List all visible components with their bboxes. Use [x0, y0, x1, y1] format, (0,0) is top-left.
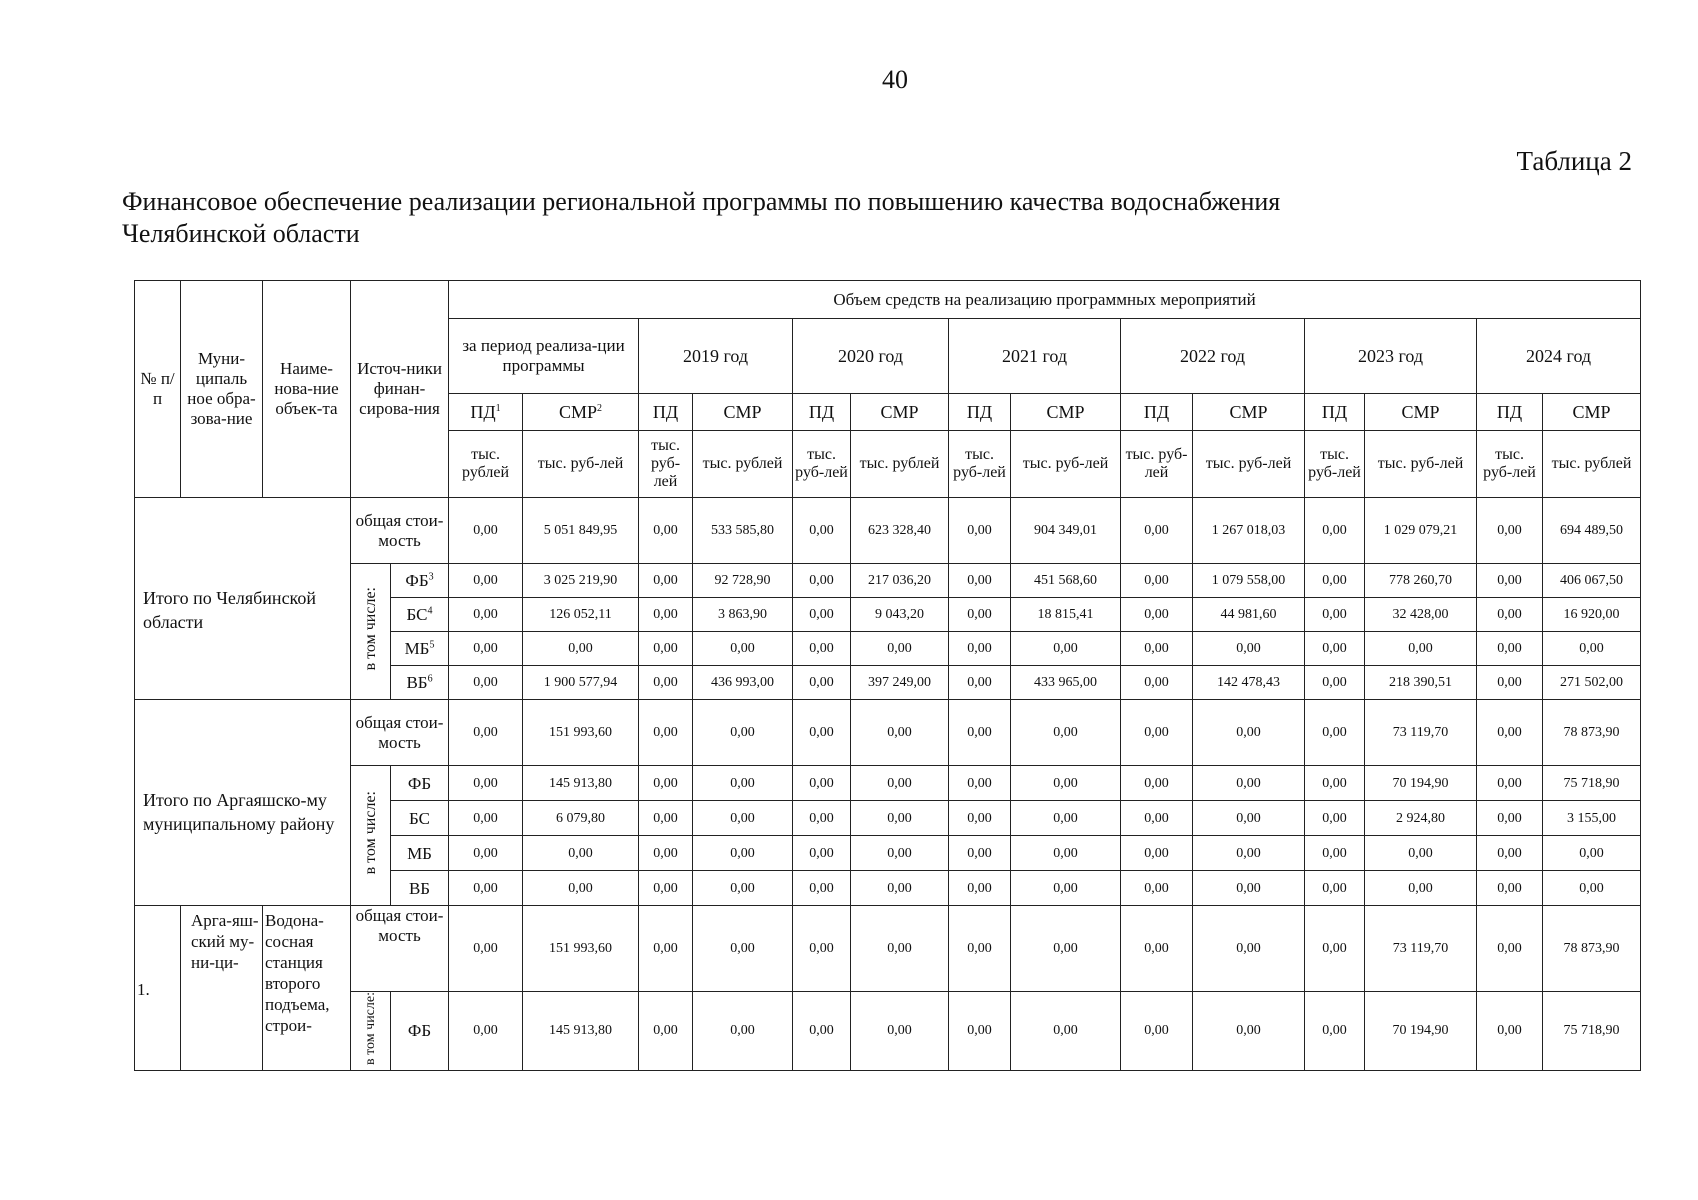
in-that-label: [351, 564, 391, 700]
value-cell: 1 267 018,03: [1193, 498, 1305, 564]
header-period: за период реализа-ции программы: [449, 319, 639, 394]
value-cell: 0,00: [523, 836, 639, 871]
header-num: № п/п: [135, 281, 181, 498]
value-cell: 1 079 558,00: [1193, 564, 1305, 598]
value-cell: 78 873,90: [1543, 700, 1641, 766]
header-year-2022: 2022 год: [1121, 319, 1305, 394]
header-smr-text: СМР: [1229, 401, 1268, 422]
value-cell: 0,00: [949, 598, 1011, 632]
header-smr: [523, 394, 639, 431]
header-unit: тыс. руб-лей: [1193, 431, 1305, 498]
value-cell: 0,00: [793, 632, 851, 666]
value-cell: 0,00: [1305, 836, 1365, 871]
source-fb-note: 3: [428, 571, 434, 583]
value-cell: 0,00: [1477, 700, 1543, 766]
header-source: Источ-ники финан-сирова-ния: [351, 281, 449, 498]
value-cell: 0,00: [693, 801, 793, 836]
value-cell: 75 718,90: [1543, 992, 1641, 1071]
source-fb: [391, 766, 449, 801]
value-cell: 0,00: [1305, 871, 1365, 906]
value-cell: 0,00: [1011, 992, 1121, 1071]
source-vb-note: 6: [427, 673, 433, 685]
value-cell: 0,00: [449, 766, 523, 801]
value-cell: 0,00: [851, 992, 949, 1071]
value-cell: 0,00: [1121, 766, 1193, 801]
value-cell: 0,00: [639, 906, 693, 992]
value-cell: 0,00: [1305, 766, 1365, 801]
value-cell: 0,00: [949, 666, 1011, 700]
value-cell: 0,00: [1121, 836, 1193, 871]
value-cell: 0,00: [949, 801, 1011, 836]
value-cell: 0,00: [1193, 700, 1305, 766]
value-cell: 0,00: [1121, 598, 1193, 632]
header-smr-note: 2: [597, 402, 603, 414]
value-cell: 145 913,80: [523, 992, 639, 1071]
value-cell: 3 025 219,90: [523, 564, 639, 598]
header-smr: [1011, 394, 1121, 431]
value-cell: 0,00: [1543, 836, 1641, 871]
in-that-text: в том числе:: [362, 587, 379, 671]
source-vb-text: ВБ: [408, 878, 431, 898]
value-cell: 0,00: [449, 700, 523, 766]
value-cell: 0,00: [693, 871, 793, 906]
header-unit: тыс. руб-лей: [1305, 431, 1365, 498]
item-number: 1.: [135, 906, 181, 1071]
value-cell: 0,00: [639, 498, 693, 564]
value-cell: 0,00: [851, 632, 949, 666]
value-cell: 0,00: [949, 632, 1011, 666]
header-smr-text: СМР: [1401, 401, 1440, 422]
value-cell: 0,00: [1121, 564, 1193, 598]
header-smr: [1365, 394, 1477, 431]
header-year-2020: 2020 год: [793, 319, 949, 394]
header-unit: тыс. руб-лей: [793, 431, 851, 498]
item-municipality: Арга-яш-ский му-ни-ци-: [181, 906, 263, 1071]
value-cell: 75 718,90: [1543, 766, 1641, 801]
source-mb-note: 5: [429, 639, 435, 651]
in-that-text: в том числе:: [363, 992, 378, 1065]
group-name: Итого по Челябинской области: [135, 498, 351, 700]
value-cell: 0,00: [1543, 871, 1641, 906]
value-cell: 271 502,00: [1543, 666, 1641, 700]
value-cell: 0,00: [793, 906, 851, 992]
value-cell: 0,00: [1121, 666, 1193, 700]
value-cell: 0,00: [1011, 906, 1121, 992]
header-unit: тыс. руб-лей: [639, 431, 693, 498]
header-pd-text: ПД: [470, 401, 496, 422]
value-cell: 145 913,80: [523, 766, 639, 801]
value-cell: 0,00: [949, 871, 1011, 906]
header-pd-text: ПД: [808, 401, 835, 422]
value-cell: 73 119,70: [1365, 700, 1477, 766]
header-pd-text: ПД: [966, 401, 993, 422]
value-cell: 0,00: [949, 766, 1011, 801]
source-fb-text: ФБ: [405, 571, 429, 590]
header-pd: [1477, 394, 1543, 431]
value-cell: 0,00: [449, 871, 523, 906]
value-cell: 0,00: [693, 906, 793, 992]
value-cell: 0,00: [793, 498, 851, 564]
header-pd: [1121, 394, 1193, 431]
value-cell: 0,00: [1193, 836, 1305, 871]
header-smr-text: СМР: [1572, 401, 1611, 422]
value-cell: 0,00: [949, 992, 1011, 1071]
value-cell: 0,00: [1477, 871, 1543, 906]
value-cell: 0,00: [1011, 871, 1121, 906]
value-cell: 142 478,43: [1193, 666, 1305, 700]
value-cell: 406 067,50: [1543, 564, 1641, 598]
header-year-2021: 2021 год: [949, 319, 1121, 394]
value-cell: 0,00: [1193, 766, 1305, 801]
header-municipality: Муни-ципаль ное обра-зова-ние: [181, 281, 263, 498]
value-cell: 0,00: [1477, 564, 1543, 598]
value-cell: 0,00: [793, 700, 851, 766]
value-cell: 0,00: [639, 992, 693, 1071]
value-cell: 0,00: [449, 992, 523, 1071]
value-cell: 0,00: [639, 666, 693, 700]
header-smr: [1193, 394, 1305, 431]
value-cell: 0,00: [1305, 906, 1365, 992]
value-cell: 18 815,41: [1011, 598, 1121, 632]
value-cell: 0,00: [639, 598, 693, 632]
table-row: [135, 906, 1641, 992]
value-cell: 0,00: [1121, 906, 1193, 992]
value-cell: 0,00: [851, 871, 949, 906]
value-cell: 0,00: [851, 906, 949, 992]
header-pd: [1305, 394, 1365, 431]
value-cell: 0,00: [1121, 801, 1193, 836]
value-cell: 0,00: [639, 766, 693, 801]
value-cell: 151 993,60: [523, 906, 639, 992]
value-cell: 0,00: [693, 766, 793, 801]
source-mb-text: МБ: [404, 639, 430, 658]
table-row: [135, 498, 1641, 564]
value-cell: 0,00: [1477, 906, 1543, 992]
source-fb-text: ФБ: [407, 773, 432, 793]
value-cell: 92 728,90: [693, 564, 793, 598]
value-cell: 2 924,80: [1365, 801, 1477, 836]
value-cell: 151 993,60: [523, 700, 639, 766]
source-fb: ФБ: [391, 992, 449, 1071]
value-cell: 1 029 079,21: [1365, 498, 1477, 564]
header-object: Наиме-нова-ние объек-та: [263, 281, 351, 498]
source-bs-note: 4: [427, 605, 433, 617]
value-cell: 0,00: [1121, 632, 1193, 666]
value-cell: 0,00: [1305, 498, 1365, 564]
value-cell: 0,00: [1121, 871, 1193, 906]
value-cell: 0,00: [1477, 666, 1543, 700]
value-cell: 32 428,00: [1365, 598, 1477, 632]
value-cell: 0,00: [1193, 801, 1305, 836]
header-smr-text: СМР: [559, 401, 598, 422]
header-pd: [639, 394, 693, 431]
value-cell: 533 585,80: [693, 498, 793, 564]
source-vb-text: ВБ: [406, 673, 428, 692]
source-mb-text: МБ: [407, 843, 432, 863]
source-bs: [391, 598, 449, 632]
value-cell: 0,00: [1365, 871, 1477, 906]
value-cell: 70 194,90: [1365, 992, 1477, 1071]
value-cell: 0,00: [1193, 632, 1305, 666]
header-unit: тыс. рублей: [1543, 431, 1641, 498]
source-mb: [391, 836, 449, 871]
value-cell: 0,00: [693, 632, 793, 666]
header-smr: [1543, 394, 1641, 431]
value-cell: 218 390,51: [1365, 666, 1477, 700]
header-pd-note: 1: [495, 402, 501, 414]
value-cell: 0,00: [1121, 498, 1193, 564]
page-number: 40: [882, 65, 908, 94]
value-cell: 217 036,20: [851, 564, 949, 598]
value-cell: 0,00: [1305, 564, 1365, 598]
value-cell: 0,00: [949, 498, 1011, 564]
total-cost-label: общая стои-мость: [351, 700, 449, 766]
in-that-label: [351, 992, 391, 1071]
value-cell: 397 249,00: [851, 666, 949, 700]
value-cell: 0,00: [1305, 666, 1365, 700]
header-unit: тыс. рублей: [449, 431, 523, 498]
header-smr-text: СМР: [880, 401, 919, 422]
value-cell: 0,00: [1477, 836, 1543, 871]
value-cell: 0,00: [1193, 992, 1305, 1071]
value-cell: 623 328,40: [851, 498, 949, 564]
value-cell: 1 900 577,94: [523, 666, 639, 700]
value-cell: 0,00: [523, 871, 639, 906]
value-cell: 0,00: [851, 700, 949, 766]
table-row: [135, 700, 1641, 766]
value-cell: 0,00: [851, 766, 949, 801]
value-cell: 0,00: [1477, 498, 1543, 564]
source-vb: [391, 871, 449, 906]
value-cell: 0,00: [639, 836, 693, 871]
in-that-label: [351, 766, 391, 906]
value-cell: 0,00: [949, 906, 1011, 992]
value-cell: 0,00: [449, 564, 523, 598]
value-cell: 0,00: [693, 992, 793, 1071]
financing-table: [134, 280, 1641, 1071]
value-cell: 0,00: [851, 801, 949, 836]
value-cell: 0,00: [449, 632, 523, 666]
value-cell: 0,00: [1121, 992, 1193, 1071]
header-unit: тыс. рублей: [851, 431, 949, 498]
header-unit: тыс. руб-лей: [523, 431, 639, 498]
value-cell: 0,00: [1011, 632, 1121, 666]
header-row-1: [135, 281, 1641, 319]
header-year-2024: 2024 год: [1477, 319, 1641, 394]
value-cell: 0,00: [1305, 700, 1365, 766]
value-cell: 3 155,00: [1543, 801, 1641, 836]
value-cell: 0,00: [1011, 801, 1121, 836]
header-pd-text: ПД: [1321, 401, 1348, 422]
value-cell: 0,00: [523, 632, 639, 666]
value-cell: 0,00: [793, 666, 851, 700]
value-cell: 0,00: [1193, 871, 1305, 906]
header-year-2023: 2023 год: [1305, 319, 1477, 394]
header-pd: [949, 394, 1011, 431]
value-cell: 0,00: [449, 836, 523, 871]
header-smr: [693, 394, 793, 431]
table-label: Таблица 2: [1516, 146, 1632, 176]
source-bs-text: БС: [409, 808, 430, 828]
value-cell: 0,00: [1477, 992, 1543, 1071]
table-row: [135, 564, 1641, 598]
value-cell: 0,00: [1305, 992, 1365, 1071]
value-cell: 9 043,20: [851, 598, 949, 632]
total-cost-label: общая стои-мость: [351, 498, 449, 564]
value-cell: 0,00: [1011, 700, 1121, 766]
value-cell: 0,00: [1477, 632, 1543, 666]
in-that-text: в том числе:: [362, 791, 379, 875]
value-cell: 0,00: [793, 992, 851, 1071]
header-unit: тыс. рублей: [693, 431, 793, 498]
value-cell: 0,00: [1305, 632, 1365, 666]
source-vb: [391, 666, 449, 700]
value-cell: 0,00: [449, 498, 523, 564]
value-cell: 0,00: [851, 836, 949, 871]
header-unit: тыс. руб-лей: [1477, 431, 1543, 498]
source-bs-text: БС: [406, 605, 428, 624]
value-cell: 16 920,00: [1543, 598, 1641, 632]
value-cell: 0,00: [949, 836, 1011, 871]
table-row: [135, 766, 1641, 801]
header-pd: [793, 394, 851, 431]
value-cell: 451 568,60: [1011, 564, 1121, 598]
header-unit: тыс. руб-лей: [1365, 431, 1477, 498]
header-year-2019: 2019 год: [639, 319, 793, 394]
value-cell: 0,00: [639, 871, 693, 906]
item-object: Водона-сосная станция второго подъема, строи-: [263, 906, 351, 1071]
value-cell: 436 993,00: [693, 666, 793, 700]
value-cell: 0,00: [1365, 632, 1477, 666]
source-mb: [391, 632, 449, 666]
value-cell: 0,00: [1477, 766, 1543, 801]
header-unit: тыс. руб-лей: [1121, 431, 1193, 498]
value-cell: 0,00: [449, 598, 523, 632]
header-unit: тыс. руб-лей: [1011, 431, 1121, 498]
value-cell: 78 873,90: [1543, 906, 1641, 992]
value-cell: 0,00: [949, 564, 1011, 598]
table-row: [135, 992, 1641, 1071]
value-cell: 0,00: [1305, 598, 1365, 632]
header-pd: [449, 394, 523, 431]
value-cell: 0,00: [639, 801, 693, 836]
header-smr-text: СМР: [723, 401, 762, 422]
value-cell: 0,00: [793, 598, 851, 632]
value-cell: 44 981,60: [1193, 598, 1305, 632]
value-cell: 0,00: [1305, 801, 1365, 836]
value-cell: 0,00: [793, 871, 851, 906]
value-cell: 0,00: [1477, 801, 1543, 836]
value-cell: 0,00: [639, 564, 693, 598]
document-title: Финансовое обеспечение реализации региональной программы по повышению качества водоснабжения Челябинской области: [122, 187, 1281, 248]
value-cell: 0,00: [1365, 836, 1477, 871]
value-cell: 0,00: [793, 564, 851, 598]
header-pd-text: ПД: [1143, 401, 1170, 422]
value-cell: 0,00: [793, 766, 851, 801]
value-cell: 0,00: [793, 836, 851, 871]
value-cell: 0,00: [693, 836, 793, 871]
value-cell: 0,00: [639, 632, 693, 666]
value-cell: 70 194,90: [1365, 766, 1477, 801]
value-cell: 0,00: [639, 700, 693, 766]
value-cell: 0,00: [1477, 598, 1543, 632]
value-cell: 778 260,70: [1365, 564, 1477, 598]
header-smr-text: СМР: [1046, 401, 1085, 422]
source-bs: [391, 801, 449, 836]
value-cell: 126 052,11: [523, 598, 639, 632]
total-cost-label: общая стои-мость: [351, 906, 449, 992]
value-cell: 0,00: [793, 801, 851, 836]
value-cell: 0,00: [949, 700, 1011, 766]
value-cell: 694 489,50: [1543, 498, 1641, 564]
value-cell: 0,00: [449, 906, 523, 992]
value-cell: 0,00: [1193, 906, 1305, 992]
value-cell: 0,00: [1011, 836, 1121, 871]
header-pd-text: ПД: [652, 401, 679, 422]
header-smr: [851, 394, 949, 431]
value-cell: 5 051 849,95: [523, 498, 639, 564]
value-cell: 0,00: [1121, 700, 1193, 766]
value-cell: 904 349,01: [1011, 498, 1121, 564]
value-cell: 0,00: [1011, 766, 1121, 801]
value-cell: 6 079,80: [523, 801, 639, 836]
value-cell: 0,00: [449, 801, 523, 836]
header-unit: тыс. руб-лей: [949, 431, 1011, 498]
value-cell: 433 965,00: [1011, 666, 1121, 700]
value-cell: 73 119,70: [1365, 906, 1477, 992]
value-cell: 0,00: [449, 666, 523, 700]
header-volume: Объем средств на реализацию программных мероприятий: [449, 281, 1641, 319]
value-cell: 3 863,90: [693, 598, 793, 632]
value-cell: 0,00: [1543, 632, 1641, 666]
source-fb: [391, 564, 449, 598]
group-name: Итого по Аргаяшско-му муниципальному району: [135, 700, 351, 906]
header-pd-text: ПД: [1496, 401, 1523, 422]
value-cell: 0,00: [693, 700, 793, 766]
